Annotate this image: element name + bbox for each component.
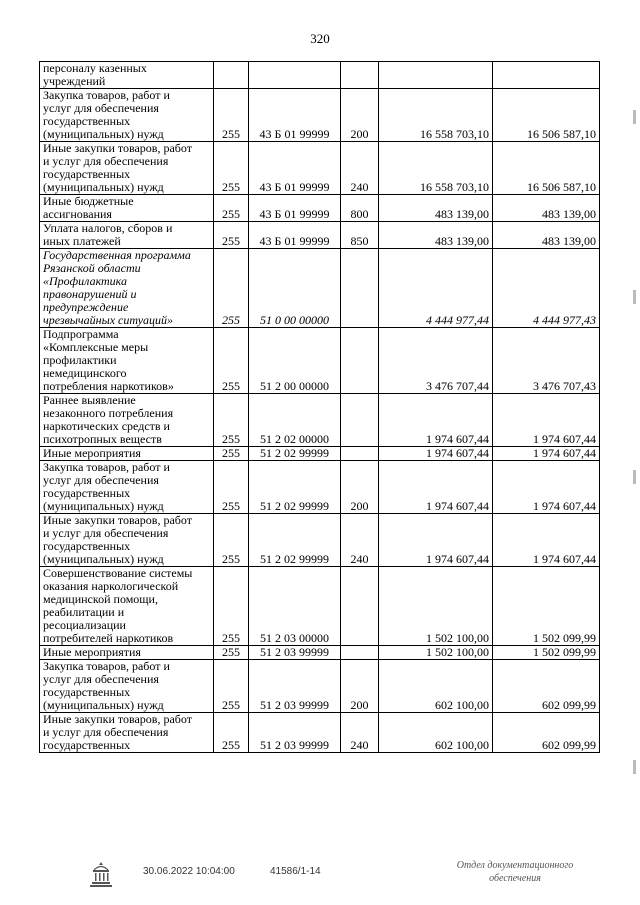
- table-row: [40, 89, 600, 142]
- page-number: 320: [310, 31, 330, 46]
- cell-name: Раннее выявление незаконного потребления наркотических средств и психотропных веществ: [40, 394, 214, 447]
- cell-amount-executed: 602 099,99: [493, 713, 600, 753]
- table-row: [40, 328, 600, 394]
- table-row: [40, 394, 600, 447]
- cell-code: 255: [214, 195, 249, 222]
- cell-target-article: 51 2 03 00000: [249, 567, 341, 646]
- cell-target-article: 51 2 02 99999: [249, 461, 341, 514]
- cell-name: Совершенствование системы оказания наркологической медицинской помощи, реабилитации и ресоциализации потребителей наркотиков: [40, 567, 214, 646]
- cell-target-article: 43 Б 01 99999: [249, 142, 341, 195]
- cell-amount-executed: 16 506 587,10: [493, 89, 600, 142]
- cell-target-article: 51 2 03 99999: [249, 713, 341, 753]
- cell-amount-executed: 3 476 707,43: [493, 328, 600, 394]
- cell-expense-kind: 200: [341, 89, 379, 142]
- cell-amount-executed: [493, 62, 600, 89]
- cell-code: 255: [214, 567, 249, 646]
- cell-amount-approved: 1 502 100,00: [379, 567, 493, 646]
- cell-target-article: [249, 62, 341, 89]
- cell-amount-approved: 602 100,00: [379, 713, 493, 753]
- table-row: [40, 646, 600, 660]
- cell-code: 255: [214, 514, 249, 567]
- cell-code: 255: [214, 142, 249, 195]
- cell-expense-kind: 850: [341, 222, 379, 249]
- cell-amount-executed: 1 974 607,44: [493, 447, 600, 461]
- cell-amount-executed: 16 506 587,10: [493, 142, 600, 195]
- cell-expense-kind: 240: [341, 514, 379, 567]
- cell-code: 255: [214, 646, 249, 660]
- cell-amount-executed: 483 139,00: [493, 222, 600, 249]
- cell-code: [214, 62, 249, 89]
- footer-doc-id: 41586/1-14: [270, 866, 321, 877]
- cell-code: 255: [214, 713, 249, 753]
- cell-amount-approved: 16 558 703,10: [379, 89, 493, 142]
- cell-expense-kind: 240: [341, 713, 379, 753]
- cell-code: 255: [214, 222, 249, 249]
- budget-table: [39, 61, 600, 753]
- cell-amount-approved: 1 502 100,00: [379, 646, 493, 660]
- cell-expense-kind: [341, 447, 379, 461]
- margin-mark: [633, 290, 636, 304]
- footer: [0, 859, 640, 899]
- margin-mark: [633, 470, 636, 484]
- cell-name: Государственная программа Рязанской области «Профилактика правонарушений и предупреждение чрезвычайных ситуаций»: [40, 249, 214, 328]
- cell-target-article: 51 2 02 00000: [249, 394, 341, 447]
- cell-amount-approved: 1 974 607,44: [379, 514, 493, 567]
- table-row: [40, 222, 600, 249]
- cell-name: Закупка товаров, работ и услуг для обеспечения государственных (муниципальных) нужд: [40, 660, 214, 713]
- cell-amount-executed: 1 974 607,44: [493, 394, 600, 447]
- cell-target-article: 51 0 00 00000: [249, 249, 341, 328]
- cell-amount-executed: 1 974 607,44: [493, 514, 600, 567]
- cell-code: 255: [214, 249, 249, 328]
- table-row: [40, 195, 600, 222]
- cell-expense-kind: [341, 328, 379, 394]
- cell-name: Иные закупки товаров, работ и услуг для обеспечения государственных (муниципальных) нужд: [40, 142, 214, 195]
- cell-name: персоналу казенных учреждений: [40, 62, 214, 89]
- cell-amount-executed: 483 139,00: [493, 195, 600, 222]
- cell-code: 255: [214, 447, 249, 461]
- cell-name: Подпрограмма «Комплексные меры профилактики немедицинского потребления наркотиков»: [40, 328, 214, 394]
- cell-code: 255: [214, 89, 249, 142]
- cell-amount-approved: 1 974 607,44: [379, 394, 493, 447]
- table-row: [40, 713, 600, 753]
- duma-emblem-icon: [86, 859, 116, 889]
- cell-code: 255: [214, 660, 249, 713]
- cell-expense-kind: 200: [341, 660, 379, 713]
- cell-code: 255: [214, 394, 249, 447]
- cell-target-article: 51 2 02 99999: [249, 514, 341, 567]
- cell-amount-executed: 1 502 099,99: [493, 567, 600, 646]
- cell-expense-kind: 800: [341, 195, 379, 222]
- cell-amount-executed: 1 502 099,99: [493, 646, 600, 660]
- cell-expense-kind: [341, 646, 379, 660]
- table-row: [40, 62, 600, 89]
- cell-expense-kind: [341, 62, 379, 89]
- budget-table-body: [40, 62, 600, 753]
- cell-expense-kind: 240: [341, 142, 379, 195]
- cell-name: Уплата налогов, сборов и иных платежей: [40, 222, 214, 249]
- stamp-line-2: обеспечения: [489, 873, 541, 884]
- cell-amount-approved: [379, 62, 493, 89]
- cell-code: 255: [214, 328, 249, 394]
- cell-amount-approved: 4 444 977,44: [379, 249, 493, 328]
- cell-amount-approved: 1 974 607,44: [379, 461, 493, 514]
- cell-name: Иные бюджетные ассигнования: [40, 195, 214, 222]
- footer-timestamp: 30.06.2022 10:04:00: [143, 866, 235, 877]
- cell-target-article: 51 2 00 00000: [249, 328, 341, 394]
- table-row: [40, 447, 600, 461]
- cell-name: Закупка товаров, работ и услуг для обеспечения государственных (муниципальных) нужд: [40, 461, 214, 514]
- cell-code: 255: [214, 461, 249, 514]
- cell-amount-approved: 483 139,00: [379, 195, 493, 222]
- cell-expense-kind: 200: [341, 461, 379, 514]
- cell-expense-kind: [341, 249, 379, 328]
- cell-name: Иные мероприятия: [40, 646, 214, 660]
- cell-name: Иные закупки товаров, работ и услуг для обеспечения государственных (муниципальных) нужд: [40, 514, 214, 567]
- table-row: [40, 567, 600, 646]
- cell-target-article: 43 Б 01 99999: [249, 89, 341, 142]
- department-stamp: [435, 859, 595, 885]
- margin-mark: [633, 760, 636, 774]
- cell-name: Закупка товаров, работ и услуг для обеспечения государственных (муниципальных) нужд: [40, 89, 214, 142]
- table-row: [40, 142, 600, 195]
- cell-name: Иные закупки товаров, работ и услуг для обеспечения государственных: [40, 713, 214, 753]
- cell-target-article: 43 Б 01 99999: [249, 222, 341, 249]
- cell-target-article: 51 2 03 99999: [249, 660, 341, 713]
- cell-amount-approved: 1 974 607,44: [379, 447, 493, 461]
- table-row: [40, 461, 600, 514]
- cell-amount-approved: 483 139,00: [379, 222, 493, 249]
- table-row: [40, 249, 600, 328]
- cell-amount-executed: 4 444 977,43: [493, 249, 600, 328]
- table-row: [40, 660, 600, 713]
- cell-target-article: 51 2 03 99999: [249, 646, 341, 660]
- margin-mark: [633, 110, 636, 124]
- table-row: [40, 514, 600, 567]
- cell-amount-approved: 16 558 703,10: [379, 142, 493, 195]
- cell-amount-approved: 602 100,00: [379, 660, 493, 713]
- stamp-line-1: Отдел документационного: [456, 860, 574, 871]
- cell-amount-approved: 3 476 707,44: [379, 328, 493, 394]
- cell-expense-kind: [341, 394, 379, 447]
- cell-target-article: 43 Б 01 99999: [249, 195, 341, 222]
- cell-expense-kind: [341, 567, 379, 646]
- cell-target-article: 51 2 02 99999: [249, 447, 341, 461]
- cell-name: Иные мероприятия: [40, 447, 214, 461]
- cell-amount-executed: 602 099,99: [493, 660, 600, 713]
- cell-amount-executed: 1 974 607,44: [493, 461, 600, 514]
